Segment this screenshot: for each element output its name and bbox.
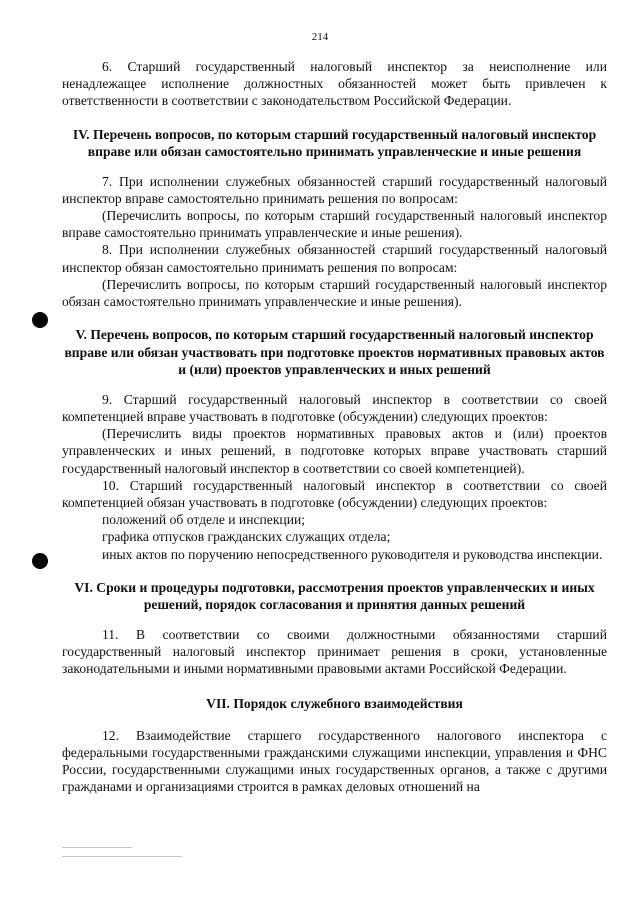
punch-hole-top [32,312,48,328]
paragraph-10-item: положений об отделе и инспекции; [102,512,306,528]
punch-hole-bottom [32,553,48,569]
paragraph-8-note: (Перечислить вопросы, по которым старший государственный налоговый инспектор обязан самостоятельно принимать управленческие и иные решения). [62,276,607,310]
section-heading-5: V. Перечень вопросов, по которым старший государственный налоговый инспектор вправе или обязан участвовать при подготовке проектов нормативных правовых актов и (или) проектов управленческих и иных решений [64,327,605,378]
paragraph-10: 10. Старший государственный налоговый инспектор в соответствии со своей компетенцией обязан участвовать в подготовке (обсуждении) следующих проектов: [62,477,607,510]
paragraph-7: 7. При исполнении служебных обязанностей старший государственный налоговый инспектор вправе самостоятельно принимать решения по вопросам: [62,173,607,206]
page-number: 214 [311,31,329,43]
paragraph-9-note: (Перечислить виды проектов нормативных правовых актов и (или) проектов управленческих и иных решений, в подготовке которых вправе участвовать старший государственный налоговый инспектор в соответствии со своей компетенцией). [62,426,607,476]
paragraph-11: 11. В соответствии со своими должностными обязанностями старший государственный налоговый инспектор принимает решения в сроки, установленные законодательными и иными нормативными правовыми актами Российской Федерации. [62,626,607,677]
paragraph-6: 6. Старший государственный налоговый инспектор за неисполнение или ненадлежащее исполнение должностных обязанностей может быть привлечен к ответственности в соответствии с законодательством Российской Федерации. [62,59,607,109]
paragraph-10-item: графика отпусков гражданских служащих отдела; [102,529,391,545]
document-body [62,58,607,796]
paragraph-12: 12. Взаимодействие старшего государственного налогового инспектора с федеральными государственными гражданскими служащими инспекции, управления и ФНС России, государственными служащими иных государственных органов, а также с другими гражданами и организациями строится в рамках деловых отношений на [62,727,607,795]
faint-footer-marks [62,844,182,857]
section-heading-6: VI. Сроки и процедуры подготовки, рассмотрения проектов управленческих и иных решений, порядок согласования и принятия данных решений [74,579,595,613]
section-heading-4: IV. Перечень вопросов, по которым старший государственный налоговый инспектор вправе или обязан самостоятельно принимать управленческие и иные решения [72,126,597,160]
paragraph-7-note: (Перечислить вопросы, по которым старший государственный налоговый инспектор вправе самостоятельно принимать управленческие и иные решения). [62,208,607,241]
paragraph-8: 8. При исполнении служебных обязанностей старший государственный налоговый инспектор обязан самостоятельно принимать решения по вопросам: [62,242,607,275]
paragraph-10-item: иных актов по поручению непосредственного руководителя и руководства инспекции. [102,546,603,562]
paragraph-9: 9. Старший государственный налоговый инспектор в соответствии со своей компетенцией вправе участвовать в подготовке (обсуждении) следующих проектов: [62,391,607,424]
section-heading-7: VII. Порядок служебного взаимодействия [206,696,463,712]
